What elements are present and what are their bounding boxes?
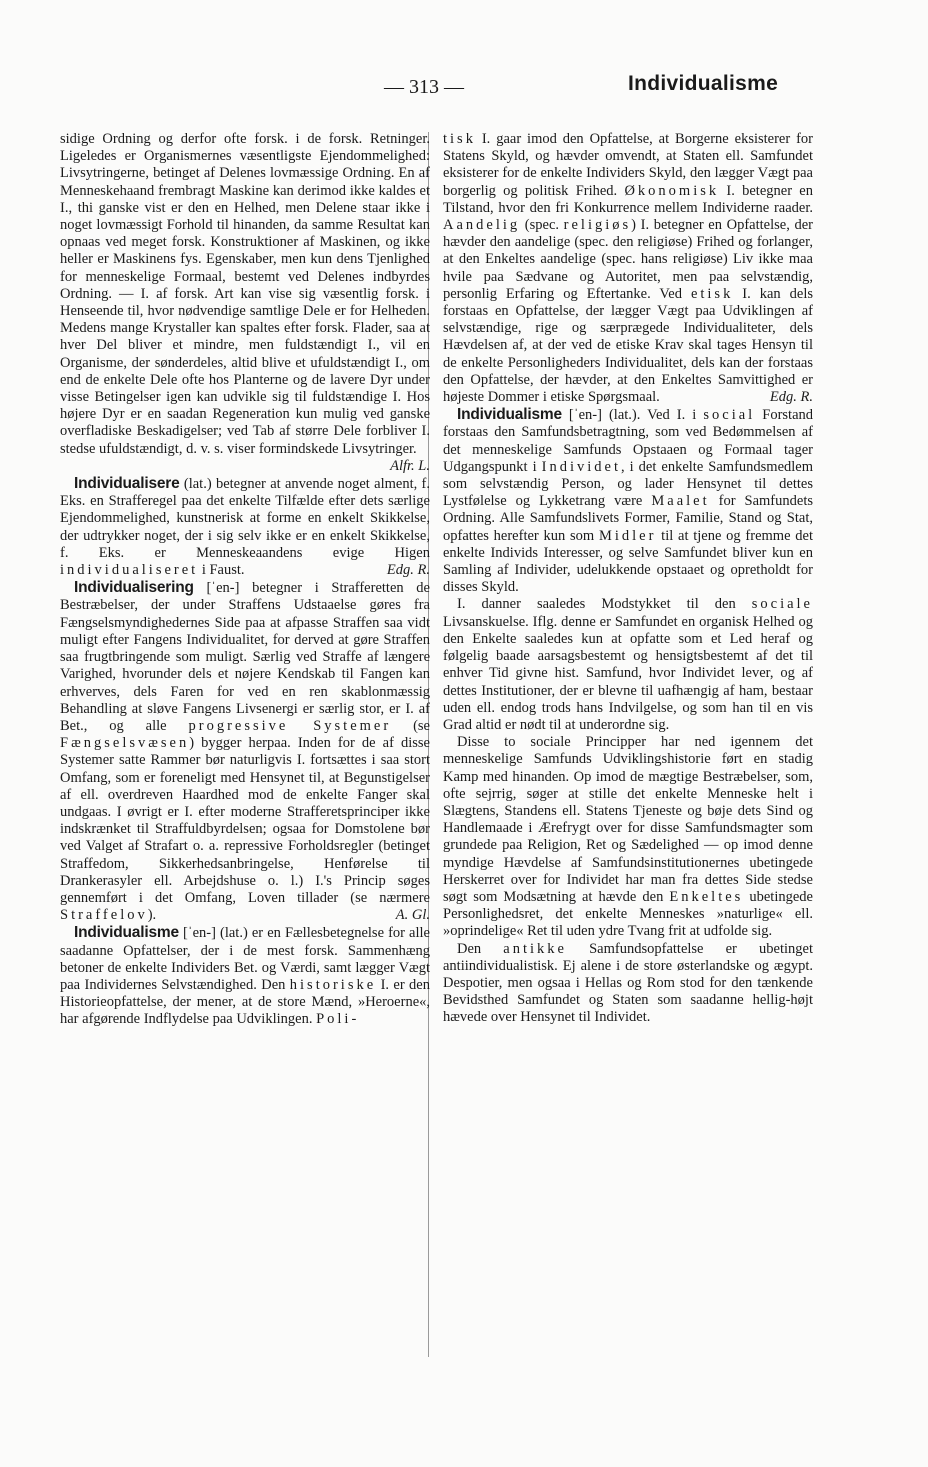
running-head: Individualisme (628, 72, 779, 95)
headword: Individualisere (74, 475, 180, 493)
page-number: — 313 — (384, 76, 464, 98)
entry-individualisering: Individualisering [ˈen-] betegner i Strafferetten de Bestræbelser, der under Straffens Udstaaelse gøres fra Fængselsmyndighedernes Side paa at afpasse Straffen saa vidt muligt efter Fangens Individualitet, for derved at gøre Straffen saa frugtbringende som muligt. Særlig ved Straffe af længere Varighed, hvorunder dels et nøjere Kendskab til Fangen kan erhverves, dels Faren for ved en ren skablonmæssig Behandling at sløve Fangens Livsenergi er særlig stor, er I. af Bet., og alle progressive Systemer (se Fængselsvæsen) bygger herpaa. Inden for de af disse Systemer satte Rammer bør naturligvis I. fortsættes i saa stort Omfang, som er foreneligt med Hensynet til, at Begunstigelser af ell. overdreven Haardhed mod de enkelte Fanger skal undgaas. I øvrigt er I. efter moderne Strafferetsprinciper ikke indskrænket til Straffuldbyrdelsen; ogsaa for Domstolene bør ved Valget af Strafart o. a. repressive Forholdsregler (betinget Straffedom, Sikkerhedsanbringelse, Henførelse til Drankerasyler ell. Arbejdshuse o. l.) I.'s Princip søges gennemført i det Omfang, Loven tillader (se nærmere Straffelov). A. Gl. (60, 579, 430, 924)
paragraph-social-livsanskuelse: I. danner saaledes Modstykket til den sociale Livsanskuelse. Iflg. denne er Samfundet en organisk Helhed og den Enkelte saaledes kun at opfatte som et Led heraf og følgelig baade aarsagsbestemt og hensigtsbestemt af det til enhver Tid givne hist. Samfund, hvor Individet lever, og af dettes Institutioner, der er blevne til uafhængig af ham, bestaar uden ell. endog trods hans Indvilgelse, og som han til en vis Grad altid er nødt til at underordne sig. (443, 596, 813, 733)
entry-individualisme-2: Individualisme [ˈen-] (lat.). Ved I. i social Forstand forstaas den Samfundsbetragtning, som ved Bedømmelsen af det menneskelige Samfunds Opstaaen og Formaal tager Udgangspunkt i Individet, i det enkelte Samfundsmedlem som selvstændig Person, og lader Hensynet til dettes Lystfølelse og Lykketrang være Maalet for Samfundets Ordning. Alle Samfundslivets Former, Familie, Stand og Stat, opfattes herefter kun som Midler til at tjene og fremme det enkelte Individs Interesser, og selve Samfundet bliver kun en Samling af Individer, udelukkende opstaaet og opretholdt for disses Skyld. (443, 406, 814, 596)
paragraph-antikke-samfundsopfattelse: Den antikke Samfundsopfattelse er ubetinget antiindividualistisk. Ej alene i de store østerlandske og ægypt. Despotier, men ogsaa i Hellas og Rom stod for den tænkende Bevidsthed Samfundet og Staten som saadanne hellig-højt hævede over Hensynet til Individet. (443, 940, 813, 1026)
author-signature: Edg. R. (386, 562, 430, 579)
headword: Individualisme (74, 924, 179, 942)
headword: Individualisering (74, 579, 194, 597)
entry-individualisme-1-continuation: tisk I. gaar imod den Opfattelse, at Borgerne eksisterer for Statens Skyld, og hævder omvendt, at Staten ell. Samfundet eksisterer for de enkelte Individers Skyld, den lægger Vægt paa borgerlig og politisk Frihed. Økonomisk I. betegner en Tilstand, hvor den fri Konkurrence mellem Individerne raader. Aandelig (spec. religiøs) I. betegner en Opfattelse, der hævder den aandelige (spec. den religiøse) Frihed og forlanger, at den Enkeltes aandelige (spec. hans religiøse) Liv ikke maa hvile paa Sædvane og Autoritet, men paa selvstændig, personlig Erfaring og Eftertanke. Ved etisk I. kan dels forstaas en Opfattelse, der lægger Vægt paa Udviklingen af selvstændige, rige og særprægede Individualiteter, dels Hævdelsen af, at der ved de etiske Krav skal tages Hensyn til de enkelte Personligheders Individualitet, dels kan der forstaas den Opfattelse, der hævder, at den Enkeltes Samvittighed er højeste Dommer i etiske Spørgsmaal. Edg. R. (443, 131, 814, 406)
author-signature: Edg. R. (769, 389, 813, 406)
right-column (443, 131, 813, 1027)
author-signature: Alfr. L. (390, 457, 430, 474)
headword: Individualisme (457, 406, 562, 424)
entry-individ-continuation: sidige Ordning og derfor ofte forsk. i de forsk. Retninger. Ligeledes er Organismernes væsentligste Ejendommelighed: Livsytringerne, betinget af Delenes lovmæssige Ordning. En af Menneskehaand frembragt Maskine kan derimod ikke kaldes et I., thi ganske vist er den en Helhed, men Delene staar ikke i noget lovmæssigt Forhold til hinanden, da samme Resultat kan opnaas ved meget forsk. Konstruktioner af Maskinen, og ikke heller er Maskinens fys. Egenskaber, men kun dens Tjenlighed for menneskelige Formaal, bestemt ved Delenes indbyrdes Ordning. — I. af forsk. Art kan vise sig væsentlig forsk. i Henseende til, hvor nødvendige samtlige Dele er for Helheden. Medens mange Krystaller kan spaltes efter forsk. Flader, saa at hver Del bliver et mindre, men fuldstændigt I., vil en Organisme, der sønderdeles, altid blive et ufuldstændigt I., om end de enkelte Dele ofte hos Planterne og de lavere Dyr under visse Betingelser igen kan udvikle sig til fuldstændige I. Hos højere Dyr er en saadan Regeneration kun mulig ved ganske overfladiske Beskadigelser; ved Tab af større Dele forbliver I. stedse ufuldstændigt, d. v. s. viser formindskede Livsytringer. Alfr. L. (60, 131, 430, 474)
author-signature: A. Gl. (395, 907, 430, 924)
entry-individualisme-1: Individualisme [ˈen-] (lat.) er en Fællesbetegnelse for alle saadanne Opfattelser, der i de mest forsk. Sammenhæng betoner de enkelte Individers Bet. og Værdi, samt lægger Vægt paa Individernes Selvstændighed. Den historiske I. er den Historieopfattelse, der mener, at de store Mænd, »Heroerne«, har afgørende Indflydelse paa Udviklingen. Poli- (60, 924, 430, 1028)
paragraph-sociale-principper: Disse to sociale Principper har ned igennem det menneskelige Samfunds Udviklingshistorie ført en stadig Kamp med hinanden. Op imod de mægtige Bestræbelser, som, ofte sejrrig, søger at stille det enkelte Menneske helt i Slægtens, Standens ell. Statens Tjeneste og bøje dets Sind og Handlemaade i Ærefrygt over for disse Samfundsmagter som grundede paa Religion, Ret og Sædelighed — op imod denne myndige Hævdelse af Samfundsinstitutionernes ubetingede Herskerret over for Individet har man fra dettes Side stedse søgt som Modsætning at hævde den Enkeltes ubetingede Personlighedsret, det enkelte Menneskes »naturlige« ell. »oprindelige« Ret til uden ydre Tvang frit at udfolde sig. (443, 734, 813, 940)
entry-individualisere: Individualisere (lat.) betegner at anvende noget alment, f. Eks. en Strafferegel paa det enkelte Tilfælde efter dets særlige Ejendommelighed, kunstnerisk at forme en enkelt Skikkelse, der udtrykker noget, der i sig selv ikke er en enkelt Skikkelse, f. Eks. er Menneskeaandens evige Higen individualiseret i Faust. Edg. R. (60, 475, 430, 579)
left-column (60, 131, 430, 1029)
page-header (0, 72, 928, 106)
